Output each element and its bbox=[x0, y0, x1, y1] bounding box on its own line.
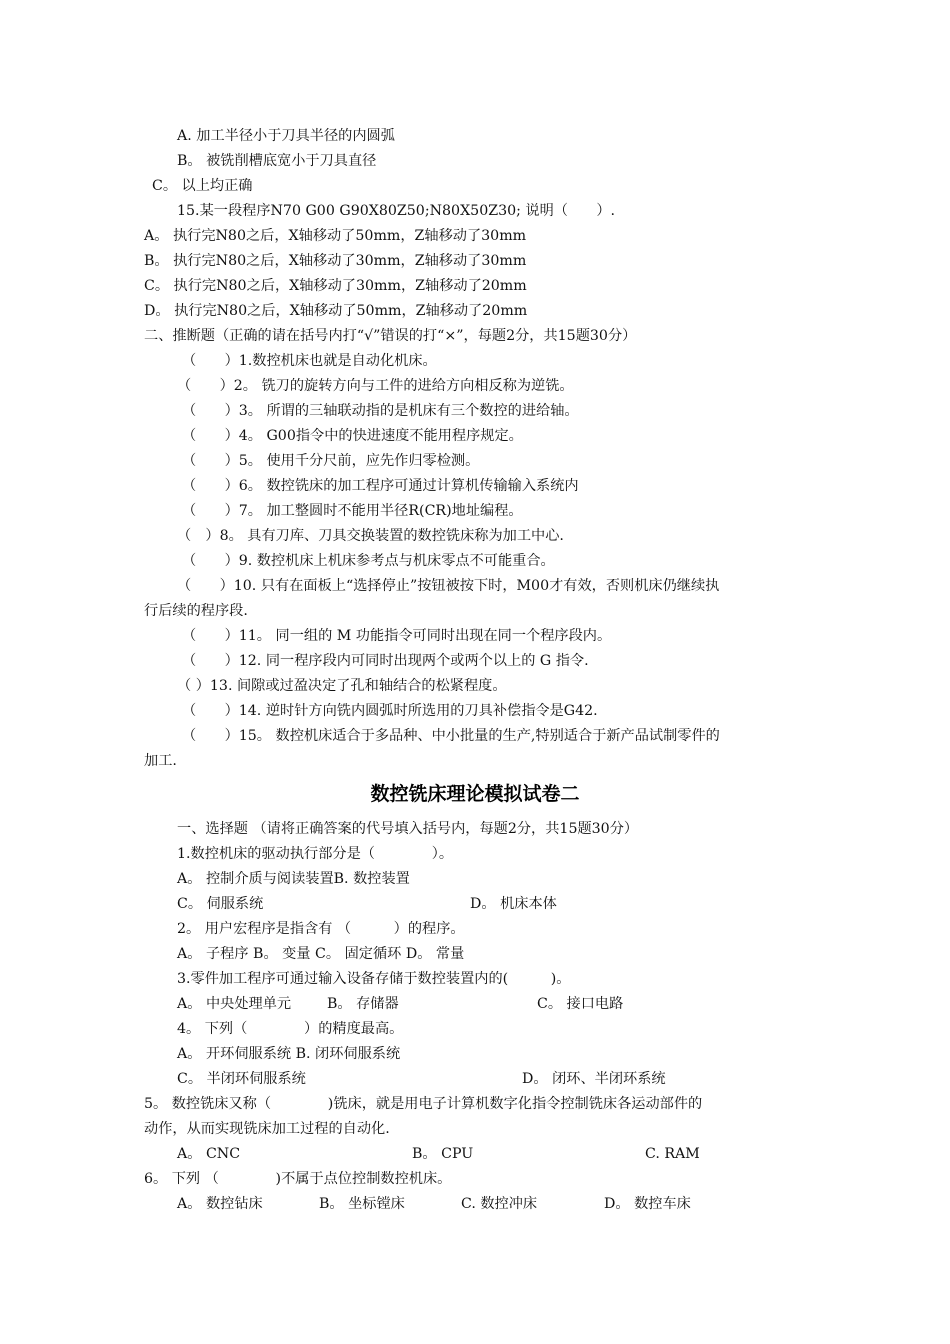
p2-q1-option-c: C。 伺服系统 bbox=[177, 896, 264, 912]
judge-item-12: （ ）12. 同一程序段内可同时出现两个或两个以上的 G 指令. bbox=[182, 653, 589, 669]
p2-q1-option-d: D。 机床本体 bbox=[470, 896, 557, 912]
p2-q3-option-a: A。 中央处理单元 bbox=[177, 996, 292, 1012]
p2-q6-option-b: B。 坐标镗床 bbox=[319, 1196, 405, 1212]
judge-item-10-cont: 行后续的程序段. bbox=[144, 603, 248, 619]
judge-item-8: （ ）8。 具有刀库、刀具交换装置的数控铣床称为加工中心. bbox=[177, 528, 564, 544]
p2-q4-option-d: D。 闭环、半闭环系统 bbox=[522, 1071, 666, 1087]
p2-q2-options: A。 子程序 B。 变量 C。 固定循环 D。 常量 bbox=[177, 946, 465, 962]
p2-q5-option-a: A。 CNC bbox=[177, 1146, 241, 1162]
judge-item-4: （ ）4。 G00指令中的快进速度不能用程序规定。 bbox=[182, 428, 523, 444]
p2-q6-option-a: A。 数控钻床 bbox=[177, 1196, 263, 1212]
p2-q6-option-d: D。 数控车床 bbox=[604, 1196, 691, 1212]
judge-item-9: （ ）9. 数控机床上机床参考点与机床零点不可能重合。 bbox=[182, 553, 555, 569]
p2-q1-stem: 1.数控机床的驱动执行部分是（ ）。 bbox=[177, 846, 454, 862]
p2-q5-stem: 5。 数控铣床又称（ )铣床，就是用电子计算机数字化指令控制铣床各运动部件的 bbox=[144, 1096, 703, 1112]
judge-item-10: （ ）10. 只有在面板上“选择停止”按钮被按下时，M00才有效，否则机床仍继续执 bbox=[177, 578, 720, 594]
judge-item-13: （ ）13. 间隙或过盈决定了孔和轴结合的松紧程度。 bbox=[177, 678, 507, 694]
p2-q4-stem: 4。 下列（ ）的精度最高。 bbox=[177, 1021, 404, 1037]
p2-q5-option-c: C. RAM bbox=[645, 1146, 700, 1162]
judge-item-1: （ ）1.数控机床也就是自动化机床。 bbox=[182, 353, 437, 369]
q15-option-c: C。 执行完N80之后，X轴移动了30mm，Z轴移动了20mm bbox=[144, 278, 527, 294]
p2-q3-option-c: C。 接口电路 bbox=[537, 996, 624, 1012]
judge-item-11: （ ）11。 同一组的 M 功能指令可同时出现在同一个程序段内。 bbox=[182, 628, 612, 644]
p2-q4-options-ab: A。 开环伺服系统 B. 闭环伺服系统 bbox=[177, 1046, 401, 1062]
p2-q6-option-c: C. 数控冲床 bbox=[461, 1196, 538, 1212]
judge-item-3: （ ）3。 所谓的三轴联动指的是机床有三个数控的进给轴。 bbox=[182, 403, 579, 419]
paper2-section1-header: 一、选择题 （请将正确答案的代号填入括号内，每题2分，共15题30分） bbox=[177, 821, 639, 837]
q15-option-a: A。 执行完N80之后，X轴移动了50mm，Z轴移动了30mm bbox=[144, 228, 527, 244]
judge-item-15-cont: 加工. bbox=[144, 753, 177, 769]
judge-item-6: （ ）6。 数控铣床的加工程序可通过计算机传输输入系统内 bbox=[182, 478, 579, 494]
q15-stem: 15.某一段程序N70 G00 G90X80Z50;N80X50Z30; 说明（ ）. bbox=[177, 203, 616, 219]
judge-item-14: （ ）14. 逆时针方向铣内圆弧时所选用的刀具补偿指令是G42. bbox=[182, 703, 598, 719]
p2-q2-stem: 2。 用户宏程序是指含有 （ ）的程序。 bbox=[177, 921, 465, 937]
p2-q6-stem: 6。 下列 （ )不属于点位控制数控机床。 bbox=[144, 1171, 452, 1187]
judge-section-header: 二、推断题（正确的请在括号内打“√”错误的打“×”，每题2分，共15题30分） bbox=[144, 328, 637, 344]
q14-option-a: A. 加工半径小于刀具半径的内圆弧 bbox=[177, 128, 395, 144]
q14-option-c: C。 以上均正确 bbox=[152, 178, 253, 194]
p2-q3-stem: 3.零件加工程序可通过输入设备存储于数控装置内的( )。 bbox=[177, 971, 571, 987]
q15-option-d: D。 执行完N80之后，X轴移动了50mm，Z轴移动了20mm bbox=[144, 303, 528, 319]
judge-item-7: （ ）7。 加工整圆时不能用半径R(CR)地址编程。 bbox=[182, 503, 523, 519]
q15-option-b: B。 执行完N80之后，X轴移动了30mm，Z轴移动了30mm bbox=[144, 253, 527, 269]
p2-q3-option-b: B。 存储器 bbox=[327, 996, 399, 1012]
q14-option-b: B。 被铣削槽底宽小于刀具直径 bbox=[177, 153, 377, 169]
p2-q4-option-c: C。 半闭环伺服系统 bbox=[177, 1071, 306, 1087]
judge-item-2: （ ）2。 铣刀的旋转方向与工件的进给方向相反称为逆铣。 bbox=[177, 378, 574, 394]
p2-q5-option-b: B。 CPU bbox=[412, 1146, 474, 1162]
p2-q1-options-ab: A。 控制介质与阅读装置B. 数控装置 bbox=[177, 871, 410, 887]
judge-item-15: （ ）15。 数控机床适合于多品种、中小批量的生产,特别适合于新产品试制零件的 bbox=[182, 728, 720, 744]
judge-item-5: （ ）5。 使用千分尺前，应先作归零检测。 bbox=[182, 453, 480, 469]
p2-q5-stem-cont: 动作，从而实现铣床加工过程的自动化. bbox=[144, 1121, 390, 1137]
paper2-title: 数控铣床理论模拟试卷二 bbox=[370, 783, 580, 805]
